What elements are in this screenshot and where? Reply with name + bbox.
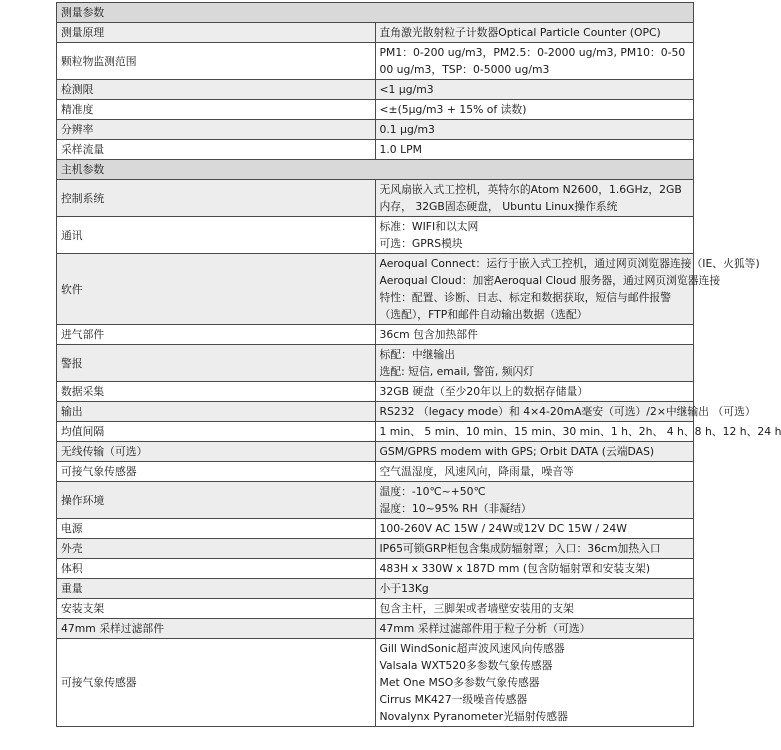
spec-label: 检测限: [57, 80, 376, 100]
section-title: 测量参数: [57, 3, 694, 23]
spec-row: [57, 599, 694, 619]
spec-value-line: <±(5μg/m3 + 15% of 读数): [379, 103, 527, 116]
spec-value-line: GSM/GPRS modem with GPS; Orbit DATA (云端DAS): [379, 445, 655, 458]
spec-value-line: 空气温湿度，风速风向，降雨量，噪音等: [379, 465, 574, 478]
spec-row: [57, 325, 694, 345]
spec-row: [57, 180, 694, 217]
spec-value: [375, 442, 694, 462]
spec-value-line: 特性：配置、诊断、日志、标定和数据获取，短信与邮件报警（选配），FTP和邮件自动输出数据（选配）: [379, 291, 672, 321]
spec-value-line: Aeroqual Connect：运行于嵌入式工控机，通过网页浏览器连接（IE、火狐等): [379, 257, 760, 270]
spec-label: 安装支架: [57, 599, 376, 619]
spec-label: 控制系统: [57, 180, 376, 217]
spec-row: [57, 402, 694, 422]
spec-value: [375, 519, 694, 539]
spec-label: 采样流量: [57, 140, 376, 160]
spec-value-line: 标准：WIFI和以太网: [379, 220, 479, 233]
spec-label: 可接气象传感器: [57, 639, 376, 727]
spec-label: 进气部件: [57, 325, 376, 345]
spec-value: [375, 325, 694, 345]
spec-value: [375, 402, 756, 422]
spec-value-line: Novalynx Pyranometer光辐射传感器: [379, 710, 568, 723]
spec-label: 警报: [57, 345, 376, 382]
spec-label: 体积: [57, 559, 376, 579]
spec-value-line: 47mm 采样过滤部件用于粒子分析（可选）: [379, 622, 591, 635]
spec-value-line: PM1：0-200 ug/m3，PM2.5：0-2000 ug/m3, PM10：0-5000 ug/m3，TSP：0-5000 ug/m3: [379, 46, 686, 76]
spec-value-line: Valsala WXT520多参数气象传感器: [379, 659, 553, 672]
spec-value: [375, 140, 694, 160]
spec-table-body: [57, 3, 781, 727]
spec-value: [375, 639, 694, 727]
spec-label: 47mm 采样过滤部件: [57, 619, 376, 639]
spec-value-line: 483H x 330W x 187D mm (包含防辐射罩和安装支架): [379, 562, 651, 575]
spec-value-line: Met One MSO多参数气象传感器: [379, 676, 540, 689]
spec-value: [375, 345, 694, 382]
spec-label: 重量: [57, 579, 376, 599]
spec-row: [57, 100, 694, 120]
spec-value: [375, 482, 694, 519]
spec-row: [57, 120, 694, 140]
spec-value-line: RS232 （legacy mode）和 4×4-20mA毫安（可选）/2×中继输出 （可选）: [379, 405, 756, 418]
spec-value-line: 温度：-10℃~+50℃: [379, 485, 486, 498]
spec-value-line: 选配: 短信, email, 警笛, 频闪灯: [379, 365, 535, 378]
section-header-row: [57, 3, 694, 23]
spec-value: [375, 382, 694, 402]
spec-value: [375, 539, 694, 559]
spec-row: [57, 140, 694, 160]
spec-value-line: 标配：中继输出: [379, 348, 456, 361]
spec-value-line: 36cm 包含加热部件: [379, 328, 478, 341]
spec-label: 通讯: [57, 217, 376, 254]
spec-value: [375, 619, 694, 639]
spec-value: [375, 120, 694, 140]
spec-label: 均值间隔: [57, 422, 376, 442]
spec-label: 无线传输（可选）: [57, 442, 376, 462]
spec-label: 软件: [57, 254, 376, 325]
spec-value-line: 包含主杆，三脚架或者墙壁安装用的支架: [379, 602, 574, 615]
spec-value: [375, 599, 694, 619]
spec-value: [375, 100, 694, 120]
spec-row: [57, 23, 694, 43]
spec-value-line: 1.0 LPM: [379, 143, 422, 156]
spec-value: [375, 422, 781, 442]
spec-value-line: 直角激光散射粒子计数器Optical Particle Counter (OPC): [379, 26, 661, 39]
spec-value: [375, 23, 694, 43]
spec-row: [57, 539, 694, 559]
spec-value: [375, 217, 694, 254]
spec-value-line: IP65可锁GRP柜包含集成防辐射罩；入口：36cm加热入口: [379, 542, 661, 555]
section-header-row: [57, 160, 694, 180]
spec-row: [57, 345, 694, 382]
spec-value: [375, 180, 694, 217]
spec-value: [375, 462, 694, 482]
spec-value-line: 32GB 硬盘（至少20年以上的数据存储量）: [379, 385, 589, 398]
spec-value: [375, 43, 694, 80]
spec-row: [57, 43, 694, 80]
spec-value-line: 无风扇嵌入式工控机，英特尔的Atom N2600，1.6GHz，2GB内存， 32GB固态硬盘， Ubuntu Linux操作系统: [379, 183, 682, 213]
spec-label: 输出: [57, 402, 376, 422]
spec-row: [57, 462, 694, 482]
spec-value-line: Gill WindSonic超声波风速风向传感器: [379, 642, 565, 655]
spec-label: 操作环境: [57, 482, 376, 519]
spec-value-line: Cirrus MK427一级噪音传感器: [379, 693, 528, 706]
spec-value-line: <1 μg/m3: [379, 83, 434, 96]
spec-value: [375, 254, 760, 325]
spec-row: [57, 382, 694, 402]
spec-label: 颗粒物监测范围: [57, 43, 376, 80]
spec-label: 数据采集: [57, 382, 376, 402]
spec-row: [57, 482, 694, 519]
section-title: 主机参数: [57, 160, 694, 180]
spec-value: [375, 80, 694, 100]
spec-value-line: 湿度：10~95% RH（非凝结）: [379, 502, 532, 515]
spec-value-line: 小于13Kg: [379, 582, 429, 595]
spec-table: [56, 2, 781, 727]
spec-row: [57, 422, 694, 442]
spec-row: [57, 639, 694, 727]
spec-row: [57, 519, 694, 539]
spec-value-line: 0.1 μg/m3: [379, 123, 435, 136]
spec-value-line: 可选：GPRS模块: [379, 237, 463, 250]
spec-row: [57, 559, 694, 579]
spec-value: [375, 559, 694, 579]
spec-row: [57, 442, 694, 462]
spec-label: 测量原理: [57, 23, 376, 43]
spec-row: [57, 80, 694, 100]
spec-label: 电源: [57, 519, 376, 539]
spec-row: [57, 217, 694, 254]
spec-value-line: 1 min、 5 min、10 min、15 min、30 min、1 h、2h、 4 h、8 h、12 h、24 h: [379, 425, 781, 438]
spec-row: [57, 619, 694, 639]
spec-label: 分辨率: [57, 120, 376, 140]
spec-label: 可接气象传感器: [57, 462, 376, 482]
spec-row: [57, 254, 694, 325]
spec-value: [375, 579, 694, 599]
spec-value-line: Aeroqual Cloud：加密Aeroqual Cloud 服务器，通过网页浏览器连接: [379, 274, 721, 287]
spec-row: [57, 579, 694, 599]
spec-label: 精准度: [57, 100, 376, 120]
spec-value-line: 100-260V AC 15W / 24W或12V DC 15W / 24W: [379, 522, 627, 535]
spec-label: 外壳: [57, 539, 376, 559]
